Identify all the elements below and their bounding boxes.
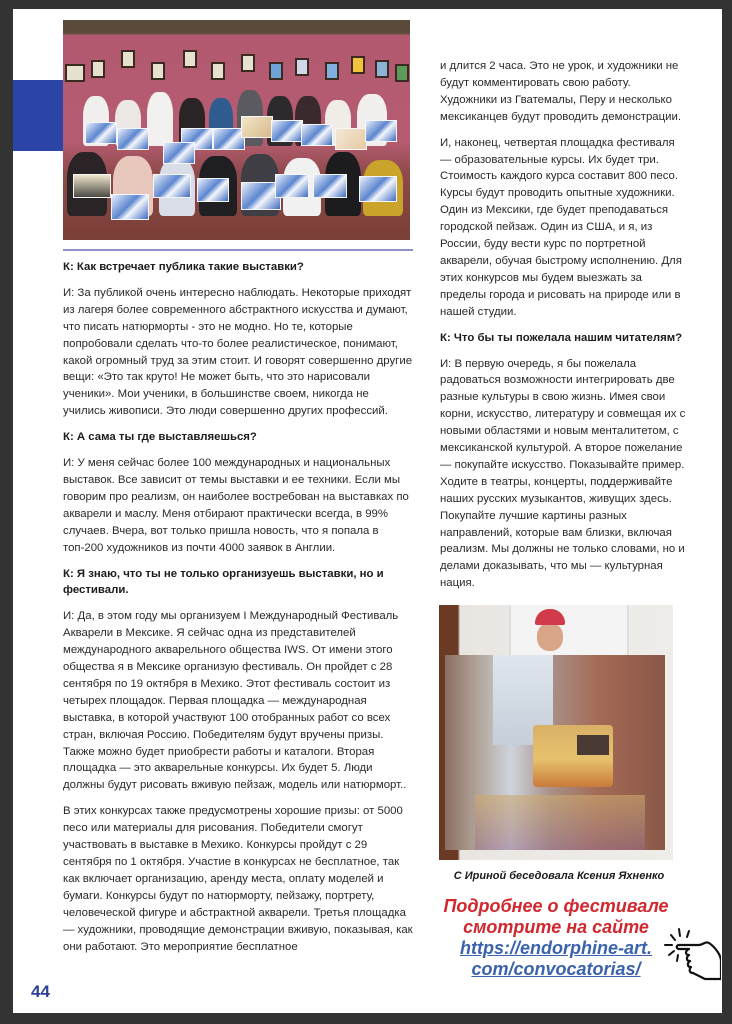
photo-caption: С Ириной беседовала Ксения Яхненко xyxy=(453,870,665,882)
tram-painting xyxy=(445,655,665,850)
festival-link-part-2[interactable]: com/convocatorias/ xyxy=(471,959,641,979)
artist-photo xyxy=(439,605,673,860)
interview-answer: И, наконец, четвертая площадка фестиваля — образовательные курсы. Их будет три. Стоимость каждого курса составит 800 песо. Курсы будут проводить опытные художники. Один из Мексики, где будет преподаваться городской пейзаж. Один из США, и я, из России, буду вести курс по портретной акварели, обучая быстрому исполнению. Для этих конкурсов мы будем выезжать за пределы города и рисовать на природе или в нашей студии. xyxy=(440,136,682,318)
interview-question: К: Как встречает публика такие выставки? xyxy=(63,261,304,273)
right-column xyxy=(440,58,687,601)
group-photo xyxy=(63,20,410,240)
interview-answer: и длится 2 часа. Это не урок, и художники не будут комментировать свою работу. Художники из Гватемалы, Перу и несколько мексиканцев будут проводить демонстрации. xyxy=(440,60,682,123)
tram xyxy=(533,725,613,787)
interview-question: К: А сама ты где выставляешься? xyxy=(63,431,257,444)
interview-question: К: Я знаю, что ты не только организуешь выставки, но и фестивали. xyxy=(63,567,384,597)
page-number: 44 xyxy=(31,982,50,1001)
festival-promo xyxy=(431,896,681,980)
pointing-hand-icon xyxy=(661,921,721,981)
group-of-students xyxy=(63,88,410,228)
artist-face xyxy=(537,623,563,651)
magazine-page xyxy=(13,9,722,1013)
interview-answer: И: В первую очередь, я бы пожелала радоваться возможности интегрировать две разные культуры в свою жизнь. Имея свои корни, искусство, литературу и совмещая их с новыми областями и новым менталитетом, с мексиканской культурой. А второе пожелание — покупайте искусство. Показывайте пример. Ходите в театры, концерты, поддерживайте наших русских музыкантов, живущих здесь. Покупайте лучшие картины разных направлений, которые вам близки, включая реализм. Мы должны не только словами, но и делами доказывать, что мы — культурная нация. xyxy=(440,357,686,590)
interview-answer: В этих конкурсах также предусмотрены хорошие призы: от 5000 песо или материалы для рисования. Победители смогут участвовать в выставке в Мехико. Конкурсы пройдут с 29 сентября по 1 октября. Участие в конкурсах не бесплатное, так как включает организацию, аренду места, оплату моделей и бумаги. Конкурсы будут по натюрморту, пейзажу, портрету, человеческой фигуре и абстрактной акварели. Третья площадка — художники, проводящие демонстрации вживую, показывая, как они работают. Это мероприятие бесплатное xyxy=(63,805,413,953)
festival-link-part-1[interactable]: https://endorphine-art. xyxy=(460,938,652,958)
section-divider xyxy=(63,249,413,251)
promo-line-1: Подробнее о фестивале xyxy=(443,896,669,916)
promo-line-2: смотрите на сайте xyxy=(463,917,649,937)
accent-block xyxy=(13,80,63,151)
interview-answer: И: У меня сейчас более 100 международных и национальных выставок. Все зависит от темы выставки и ее техники. Если мы говорим про реализм, он наиболее востребован на выставках по акварели и маслу. Меня отбирают практически всегда, в 99% случаев. Вчера, вот только пришла новость, что я попала в топ-200 художников из почти 4000 заявок в Англии. xyxy=(63,457,409,554)
interview-answer: И: За публикой очень интересно наблюдать. Некоторые приходят из лагеря более современного абстрактного искусства и думают, что писать натюрморты - это не модно. Но те, которые попробовали сделать что-то более реалистическое, понимают, какой огромный труд за этим стоит. И говорят совершенно другие вещи: «Это так круто! Не может быть, что это нарисовали ученики». Мои ученики, в большинстве своем, никогда не учились живописи. Это люди совершенно других профессий. xyxy=(63,286,413,418)
left-column xyxy=(63,259,413,964)
interview-question: К: Что бы ты пожелала нашим читателям? xyxy=(440,331,683,344)
interview-answer: И: Да, в этом году мы организуем I Международный Фестиваль Акварели в Мексике. Я сейчас одна из представителей международного акварельного общества IWS. От имени этого общества я в Мексике организую фестиваль. Он пройдет с 28 сентября по 19 октября в Мехико. Этот фестиваль состоит из четырех площадок. Первая площадка — международная выставка, в которой участвуют 100 отобранных работ со всех стран, включая Россию. Победителям будут вручены призы. Также можно будет приобрести работы и каталоги. Вторая площадка — это акварельные конкурсы. Их будет 5. Люди должны будут рисовать вживую пейзаж, модель или натюрморт.. xyxy=(63,610,407,792)
